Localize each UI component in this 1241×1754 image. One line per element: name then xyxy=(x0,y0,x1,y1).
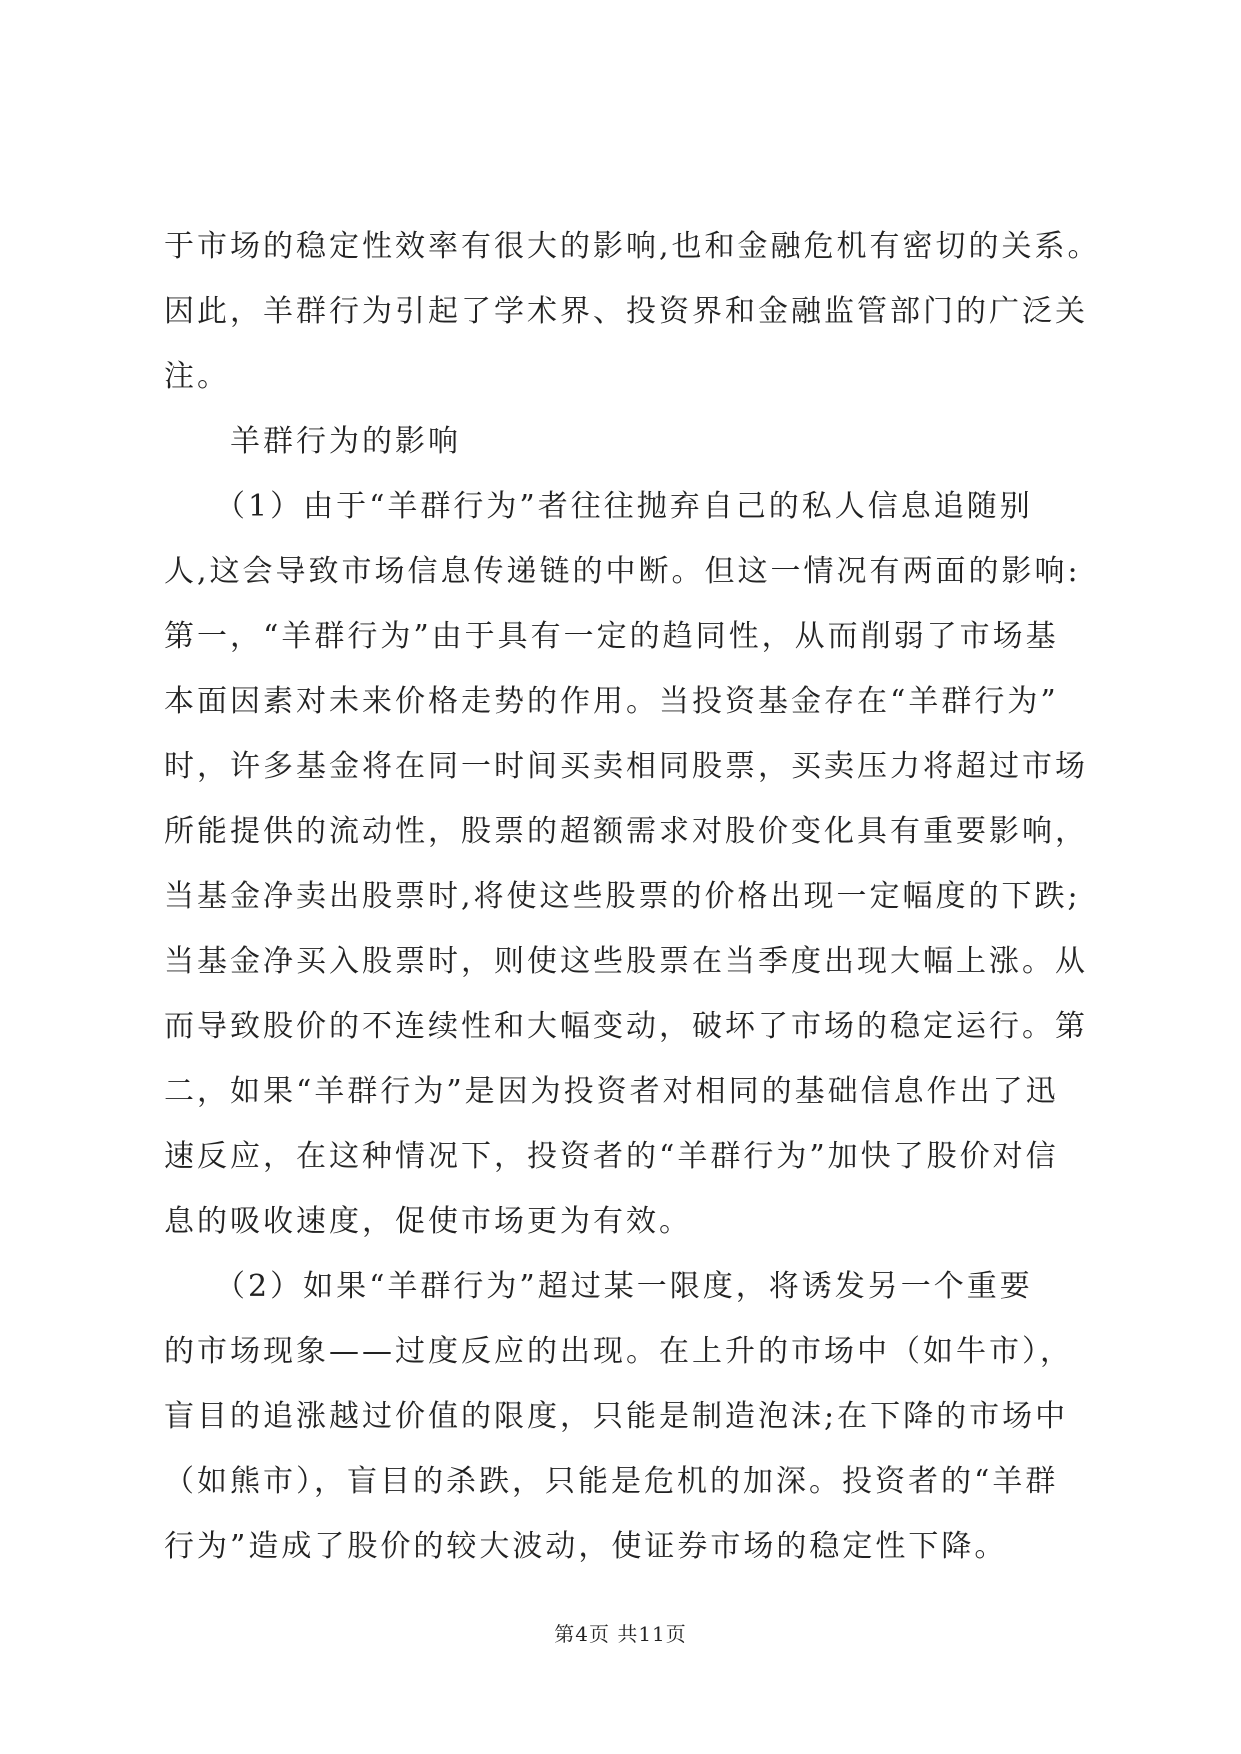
text-line: 速反应，在这种情况下，投资者的“羊群行为”加快了股价对信 xyxy=(164,1139,1059,1174)
text-line: （2）如果“羊群行为”超过某一限度，将诱发另一个重要 xyxy=(164,1269,1033,1304)
page-number-footer: 第4页 共11页 xyxy=(554,1622,687,1646)
text-line: 注。 xyxy=(164,359,230,394)
text-line: 因此，羊群行为引起了学术界、投资界和金融监管部门的广泛关 xyxy=(164,294,1088,329)
text-line: 行为”造成了股价的较大波动，使证券市场的稳定性下降。 xyxy=(164,1529,1008,1564)
text-line: 第一，“羊群行为”由于具有一定的趋同性，从而削弱了市场基 xyxy=(164,619,1059,654)
text-line: 而导致股价的不连续性和大幅变动，破坏了市场的稳定运行。第 xyxy=(164,1009,1088,1044)
text-line: 时，许多基金将在同一时间买卖相同股票，买卖压力将超过市场 xyxy=(164,749,1088,784)
body-text xyxy=(164,214,1124,1579)
text-line: 本面因素对未来价格走势的作用。当投资基金存在“羊群行为” xyxy=(164,684,1059,719)
text-line: 盲目的追涨越过价值的限度，只能是制造泡沫;在下降的市场中 xyxy=(164,1399,1069,1434)
text-line: 息的吸收速度，促使市场更为有效。 xyxy=(164,1204,692,1239)
text-line: 人,这会导致市场信息传递链的中断。但这一情况有两面的影响: xyxy=(164,554,1081,589)
text-line: 所能提供的流动性，股票的超额需求对股价变化具有重要影响， xyxy=(164,814,1088,849)
text-line: 于市场的稳定性效率有很大的影响,也和金融危机有密切的关系。 xyxy=(164,229,1101,264)
text-line: 的市场现象——过度反应的出现。在上升的市场中（如牛市）， xyxy=(164,1334,1073,1369)
text-line: （1）由于“羊群行为”者往往抛弃自己的私人信息追随别 xyxy=(164,489,1033,524)
text-line: 当基金净卖出股票时,将使这些股票的价格出现一定幅度的下跌; xyxy=(164,879,1081,914)
text-line: 当基金净买入股票时，则使这些股票在当季度出现大幅上涨。从 xyxy=(164,944,1088,979)
text-line: （如熊市），盲目的杀跌，只能是危机的加深。投资者的“羊群 xyxy=(164,1464,1059,1499)
text-line: 二，如果“羊群行为”是因为投资者对相同的基础信息作出了迅 xyxy=(164,1074,1059,1109)
section-heading: 羊群行为的影响 xyxy=(164,424,461,459)
